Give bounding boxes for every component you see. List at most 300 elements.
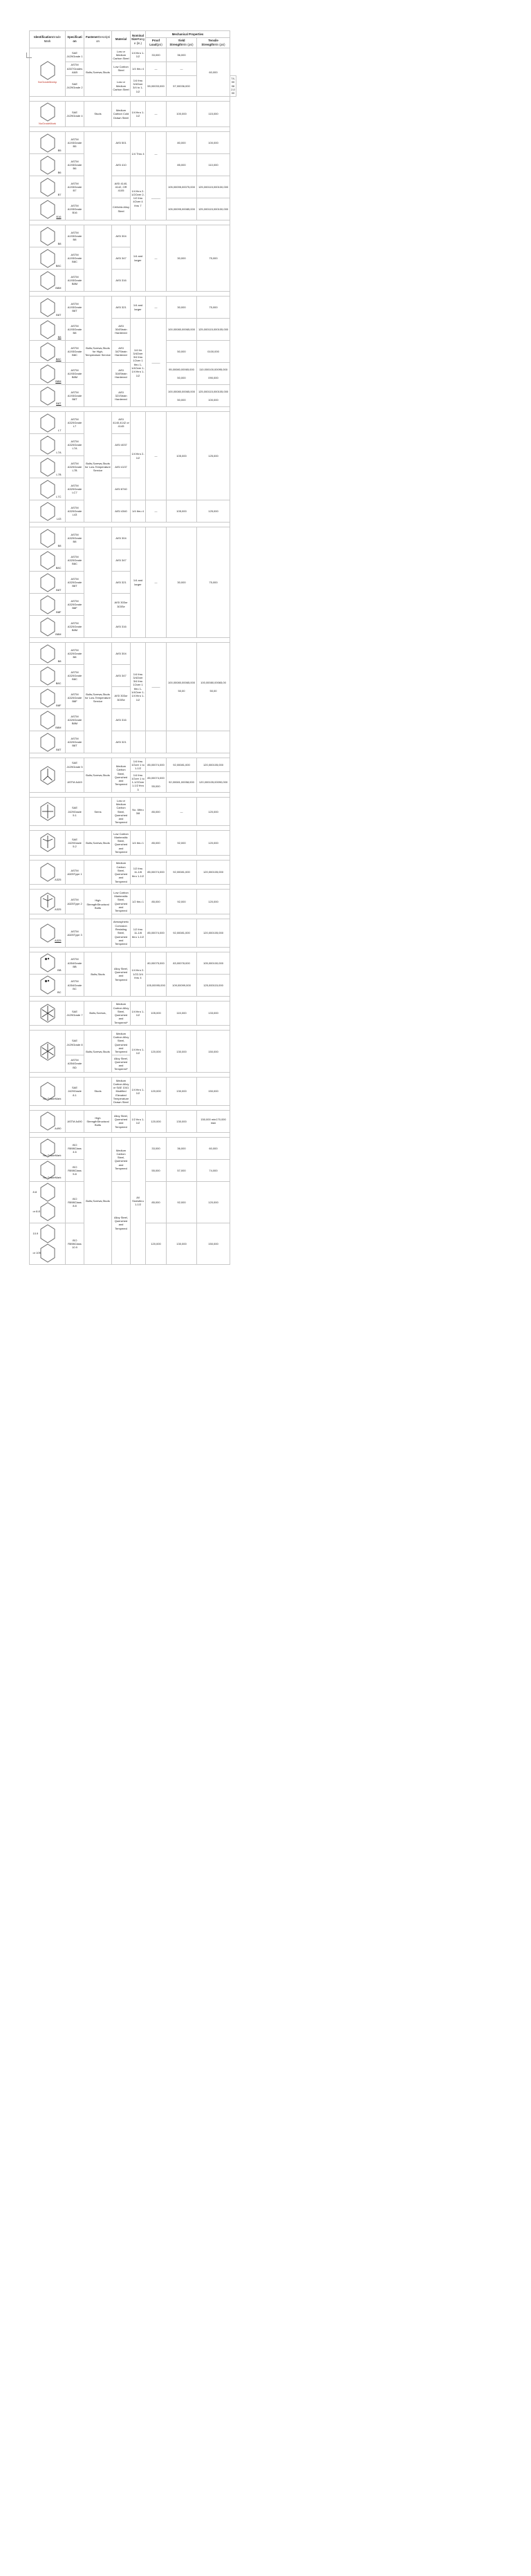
grade-mark bbox=[30, 61, 64, 84]
hex-icon bbox=[40, 435, 62, 455]
hex-icon bbox=[40, 386, 62, 406]
cell-yield-strength: 130,000 bbox=[167, 1031, 197, 1073]
cell-tensile-strength: 75,000 bbox=[197, 297, 230, 319]
cell-tensile-strength: 125,000115,000 bbox=[197, 974, 230, 996]
cell-tensile-strength: 115,000 bbox=[197, 101, 230, 126]
hex-icon bbox=[32, 1183, 55, 1202]
hex-icon bbox=[40, 1160, 62, 1180]
grade-mark bbox=[30, 249, 64, 268]
grade-mark-label: B5 bbox=[57, 148, 62, 152]
cell-material: Medium Carbon Steel, Quenched and Tempered bbox=[112, 860, 131, 885]
col-header-identification-strong: Identification bbox=[34, 35, 53, 39]
cell-specification: ASTM A320Grade B8M bbox=[66, 616, 84, 638]
hex-icon bbox=[40, 364, 62, 384]
cell-tensile-strength: 120,000105,000 bbox=[197, 758, 230, 772]
cell-material: AISI 8740 bbox=[112, 478, 131, 500]
grade-mark-label: A490 bbox=[55, 1127, 62, 1131]
group-separator bbox=[30, 523, 236, 527]
col-header-tensile-tail: Min (psi) bbox=[214, 42, 225, 46]
cell-material: Medium Carbon Alloy Steel, Quenched and Tempered⁴ bbox=[112, 1001, 131, 1026]
cell-yield-strength: 83,00078,000 bbox=[167, 952, 197, 974]
col-header-fastener-description bbox=[84, 31, 112, 48]
cell-fastener-description: Bolts,Screws,Studs bbox=[84, 1137, 112, 1264]
table-row bbox=[30, 952, 236, 974]
cell-specification: ASTM A193Grade B8C bbox=[66, 341, 84, 363]
cell-nominal-size: 1/4 thru 1-1/2 bbox=[131, 1001, 146, 1026]
cell-material: Low Carbon Martensitic Steel, Quenched and Tempered bbox=[112, 831, 131, 856]
cell-yield-strength: 92,000 bbox=[167, 890, 197, 914]
cell-nominal-size: 1/4 Thru 4 bbox=[131, 132, 146, 176]
cell-specification: ASTM A193Grade B8M bbox=[66, 363, 84, 385]
cell-specification: ASTM A193Grade B8T bbox=[66, 297, 84, 319]
cell-proof-load: 120,000 bbox=[146, 1110, 167, 1132]
hex-icon bbox=[40, 529, 62, 548]
cell-nominal-size: All Sizesthru 1-1/2 bbox=[131, 1137, 146, 1264]
cell-material: AISI 303or 303Se bbox=[112, 594, 131, 616]
table-row bbox=[30, 500, 236, 523]
grade-mark-label: L7C bbox=[56, 494, 62, 498]
hex-icon bbox=[40, 1111, 62, 1131]
cell-tensile-strength: 74,000 bbox=[197, 1159, 230, 1181]
cell-yield-strength: 100,00080,00065,000 50,00 bbox=[167, 643, 197, 731]
col-header-material-strong: Material bbox=[115, 37, 127, 41]
grade-mark-label: B8 bbox=[57, 241, 62, 245]
grade-mark bbox=[30, 156, 64, 175]
cell-proof-load: — bbox=[146, 527, 167, 638]
hex-icon bbox=[40, 711, 62, 730]
grade-mark-label: B8M bbox=[55, 632, 62, 636]
cell-identification bbox=[30, 363, 66, 385]
grade-mark-label: 8.8 bbox=[32, 1190, 37, 1194]
cell-specification: ASTM A320Grade L7B bbox=[66, 456, 84, 478]
grade-mark-label: B8C bbox=[55, 263, 62, 267]
hex-icon bbox=[40, 923, 62, 943]
cell-specification: SAE J429Grade 5 bbox=[66, 758, 84, 772]
hex-icon bbox=[40, 178, 62, 197]
group-separator bbox=[30, 407, 236, 412]
cell-yield-strength: 105,000 bbox=[167, 412, 197, 500]
grade-mark bbox=[30, 342, 64, 361]
cell-material: AISI 316Strain Hardened bbox=[112, 363, 131, 385]
table-row bbox=[30, 731, 236, 753]
cell-identification bbox=[30, 478, 66, 500]
table-row bbox=[30, 319, 236, 341]
cell-fastener-description bbox=[84, 132, 112, 220]
cell-material: AISI 4137 bbox=[112, 456, 131, 478]
cell-specification: ASTM A193Grade B16 bbox=[66, 198, 84, 220]
cell-tensile-strength: 150,000 bbox=[197, 1031, 230, 1073]
cell-identification bbox=[30, 1137, 66, 1159]
cell-yield-strength: 130,000 bbox=[167, 1078, 197, 1106]
cell-specification: ASTM A193Grade B5 bbox=[66, 132, 84, 154]
hex-icon bbox=[40, 133, 62, 153]
grade-mark bbox=[30, 551, 64, 570]
cell-identification bbox=[30, 665, 66, 687]
col-header-tensile-strength bbox=[197, 37, 230, 48]
cell-proof-load: — bbox=[146, 101, 167, 126]
cell-tensile-strength: 60,000 bbox=[197, 48, 230, 97]
cell-nominal-size: 1/2 thru 1-1/2 bbox=[131, 1110, 146, 1132]
cell-tensile-strength: 60,000 bbox=[197, 1137, 230, 1159]
cell-nominal-size: 1/4 and larger bbox=[131, 297, 146, 319]
cell-material: AISI 304 bbox=[112, 643, 131, 665]
grade-mark-label: B7 bbox=[57, 192, 62, 196]
cell-yield-strength: 85,000 bbox=[167, 154, 197, 176]
cell-material: Medium Carbon Cold Drawn Steel bbox=[112, 101, 131, 126]
cell-tensile-strength: 150,000 bbox=[197, 1223, 230, 1264]
cell-specification: ASTM A325Type 1 bbox=[66, 860, 84, 885]
cell-proof-load: 85,00074,000 bbox=[146, 860, 167, 885]
cell-material: AISI 410 bbox=[112, 154, 131, 176]
grade-mark bbox=[30, 595, 64, 614]
cell-nominal-size: 1/4 thru 1Over 1 to 1-1/2Over 1-1/2 thru 3 bbox=[131, 772, 146, 793]
cell-proof-load: 55,00033,000 bbox=[146, 75, 167, 96]
table-header bbox=[30, 31, 236, 48]
cell-tensile-strength: 125,000 bbox=[197, 500, 230, 523]
col-header-identification bbox=[30, 31, 66, 48]
hex-icon bbox=[40, 1004, 55, 1023]
group-separator bbox=[30, 1073, 236, 1078]
group-separator bbox=[30, 885, 236, 890]
hex-icon bbox=[40, 1138, 62, 1158]
cell-material: AISI 321 bbox=[112, 572, 131, 594]
grade-mark bbox=[30, 1004, 64, 1023]
hex-icon bbox=[32, 1224, 55, 1243]
cell-yield-strength bbox=[167, 731, 197, 753]
cell-fastener-description bbox=[84, 919, 112, 947]
cell-fastener-description: High StrengthStructural Bolts bbox=[84, 890, 112, 919]
cell-material: AISI 347Strain Hardened bbox=[112, 341, 131, 363]
cell-specification: ASTM A193Grade B8 bbox=[66, 225, 84, 247]
hex-icon bbox=[40, 249, 62, 268]
hex-icon bbox=[40, 892, 62, 912]
cell-material: Medium Carbon Steel, Quenched and Tempered bbox=[112, 758, 131, 793]
cell-yield-strength: 105,00095,00085,000 bbox=[167, 198, 197, 220]
cell-nominal-size: 1/2 thru 11-1/8 thru 1-1/2 bbox=[131, 860, 146, 885]
cell-specification: ASTM A307Grades A&B bbox=[66, 62, 84, 75]
group-separator bbox=[30, 127, 236, 132]
cell-proof-load: — bbox=[146, 132, 167, 176]
cell-proof-load: ———- bbox=[146, 176, 167, 220]
grade-mark-label: B16 bbox=[56, 214, 62, 218]
grade-mark bbox=[30, 386, 64, 406]
cell-nominal-size: 1/4 thru 2-1/2Over 2-1/2 thru 4Over 4 thru 7 bbox=[131, 176, 146, 220]
cell-fastener-description bbox=[84, 225, 112, 292]
cell-proof-load: ——— bbox=[146, 319, 167, 407]
hex-icon bbox=[40, 733, 62, 752]
cell-specification: ASTM A320Grade B8F bbox=[66, 594, 84, 616]
table-row bbox=[30, 1031, 236, 1055]
cell-identification bbox=[30, 1078, 66, 1106]
table-row bbox=[30, 643, 236, 665]
table-row bbox=[30, 1001, 236, 1026]
hex-icon bbox=[40, 200, 62, 219]
cell-tensile-strength: 120,000 bbox=[197, 1181, 230, 1223]
table-row bbox=[30, 225, 236, 247]
cell-tensile-strength: 105,000100,000 bbox=[197, 952, 230, 974]
cell-proof-load: 85,000 bbox=[146, 890, 167, 914]
grade-mark bbox=[30, 320, 64, 339]
table-row bbox=[30, 176, 236, 198]
group-separator bbox=[30, 793, 236, 798]
col-header-proof-strong: Proof bbox=[151, 39, 160, 43]
cell-specification: ASTM A449 bbox=[66, 772, 84, 793]
table-row bbox=[30, 412, 236, 434]
group-separator bbox=[30, 220, 236, 225]
cell-yield-strength: 95,00080,00065,000 50,000 bbox=[167, 363, 197, 385]
group-separator bbox=[30, 96, 236, 101]
grade-mark-label: 10.9 bbox=[32, 1232, 39, 1236]
cell-specification: ASTM A354Grade BB bbox=[66, 952, 84, 974]
cell-identification bbox=[30, 297, 66, 319]
group-separator bbox=[30, 1026, 236, 1031]
cell-yield-strength: — bbox=[167, 62, 197, 75]
cell-yield-strength: 100,000 bbox=[167, 101, 197, 126]
grade-mark bbox=[30, 1111, 64, 1131]
grade-mark-label: B8T bbox=[56, 401, 62, 405]
cell-material: Medium Carbon Alloy Steel, Quenched and Tempered bbox=[112, 1031, 131, 1055]
cell-material: AISI 321 bbox=[112, 731, 131, 753]
cell-proof-load: 85,000 bbox=[146, 1181, 167, 1223]
hex-icon bbox=[40, 573, 62, 592]
document-page bbox=[0, 30, 531, 2576]
col-header-fastener-strong: Fastener bbox=[86, 35, 99, 39]
hex-icon bbox=[40, 156, 62, 175]
cell-identification bbox=[30, 643, 66, 665]
grade-mark-label: B8 bbox=[57, 659, 62, 663]
hex-icon bbox=[40, 227, 62, 246]
cell-yield-strength: 105,00095,00075,000 bbox=[167, 176, 197, 198]
hex-icon bbox=[40, 975, 62, 995]
cell-identification bbox=[30, 758, 66, 793]
col-header-identification-rest: Grade Mark bbox=[44, 35, 61, 43]
grade-mark-label: B8T bbox=[56, 747, 62, 751]
cell-tensile-strength: 120,000105,000 bbox=[197, 919, 230, 947]
grade-mark-label: L7 bbox=[58, 428, 62, 432]
cell-tensile-strength: 0100,000 bbox=[197, 341, 230, 363]
cell-identification bbox=[30, 709, 66, 731]
cell-specification: ASTM A320Grade B8M bbox=[66, 709, 84, 731]
cell-specification: ASTM A320Grade L7A bbox=[66, 434, 84, 456]
cell-nominal-size: 1/4 and larger bbox=[131, 225, 146, 292]
cell-identification bbox=[30, 1159, 66, 1181]
table-row bbox=[30, 860, 236, 885]
col-header-specification bbox=[66, 31, 84, 48]
hex-icon bbox=[40, 320, 62, 339]
hex-icon bbox=[40, 644, 62, 664]
cell-yield-strength: 30,000 bbox=[167, 527, 197, 638]
cell-tensile-strength: 74,00062,000 bbox=[230, 75, 236, 96]
grade-mark bbox=[30, 102, 64, 125]
grade-mark bbox=[30, 298, 64, 317]
cell-material: Low Carbon Steel bbox=[112, 62, 131, 75]
hex-icon bbox=[40, 953, 62, 972]
cell-proof-load: 120,000 bbox=[146, 1031, 167, 1073]
cell-nominal-size: 1/4 thr 3/4Over 3/4 thru 1Over 1 thru 1-1/4Over 1-1/4 thru 1-1/2 bbox=[131, 319, 146, 407]
cell-identification bbox=[30, 500, 66, 523]
cell-material: AISI 321Strain Hardened bbox=[112, 385, 131, 407]
cell-fastener-description: Bolts,Screws,Studs bbox=[84, 831, 112, 856]
cell-specification: SAE J429Grade 8 bbox=[66, 1031, 84, 1055]
cell-specification: SAE J429Grade 8.1 bbox=[66, 1078, 84, 1106]
cell-yield-strength: 30,000 bbox=[167, 297, 197, 319]
cell-yield-strength: 92,00081,000 bbox=[167, 860, 197, 885]
grade-mark-label: B8F bbox=[56, 703, 62, 707]
grade-mark bbox=[30, 1224, 64, 1263]
cell-specification: SAE J429Grade 4 bbox=[66, 101, 84, 126]
hex-icon bbox=[40, 1042, 55, 1061]
cell-identification bbox=[30, 319, 66, 341]
cell-material: AISI 501 bbox=[112, 132, 131, 154]
cell-identification bbox=[30, 687, 66, 709]
cell-specification: SAE J429Grade 5.2 bbox=[66, 831, 84, 856]
cell-material: AISI 304Strain Hardened bbox=[112, 319, 131, 341]
cell-yield-strength: 115,000 bbox=[167, 1001, 197, 1026]
grade-mark bbox=[30, 617, 64, 637]
grade-mark bbox=[30, 1082, 64, 1101]
cell-fastener-description: Bolts,Screws,Studs for Low-Temperature Service bbox=[84, 643, 112, 753]
cell-specification: ASTM A320Grade B8C bbox=[66, 665, 84, 687]
grade-mark bbox=[30, 953, 64, 972]
cell-proof-load: — bbox=[146, 412, 167, 500]
cell-identification bbox=[30, 1223, 66, 1264]
cell-specification: SAE J429Grade 7 bbox=[66, 1001, 84, 1026]
cell-tensile-strength: 120,000105,000 bbox=[197, 860, 230, 885]
grade-mark-label: B8 bbox=[57, 335, 62, 339]
hex-icon bbox=[40, 102, 55, 122]
hex-icon bbox=[32, 1202, 55, 1221]
cell-yield-strength: 105,000 bbox=[167, 500, 197, 523]
cell-proof-load: 80,00075,000 bbox=[146, 952, 167, 974]
cell-specification: ASTM A193Grade B7 bbox=[66, 176, 84, 198]
cell-proof-load: 85,000 bbox=[146, 798, 167, 826]
cell-tensile-strength: 75,000 bbox=[197, 527, 230, 638]
hex-icon bbox=[40, 342, 62, 361]
cell-proof-load: — bbox=[146, 225, 167, 292]
cell-specification: ISO R898Class 8.8 bbox=[66, 1181, 84, 1223]
cell-material: AISI 347 bbox=[112, 549, 131, 572]
cell-material: AISI 303or 303Se bbox=[112, 687, 131, 709]
grade-mark-label: B8M bbox=[55, 285, 62, 290]
col-header-yield-tail: Min (psi) bbox=[182, 42, 194, 46]
cell-material: CrMoVa Alloy Steel bbox=[112, 198, 131, 220]
hex-icon bbox=[40, 502, 62, 521]
cell-tensile-strength: 120,000 bbox=[197, 798, 230, 826]
hex-icon bbox=[40, 413, 62, 433]
cell-nominal-size: No. 6thru 3/8 bbox=[131, 798, 146, 826]
cell-material: AISI 347 bbox=[112, 247, 131, 270]
cell-fastener-description bbox=[84, 860, 112, 885]
cell-specification: ASTM A354Grade BD bbox=[66, 1055, 84, 1073]
cell-material: AISI 4340 bbox=[112, 500, 131, 523]
cell-tensile-strength: 150,000 min170,000 max bbox=[197, 1110, 230, 1132]
grade-mark bbox=[30, 766, 64, 785]
cell-tensile-strength: 133,000 bbox=[197, 1001, 230, 1026]
cell-material: AISI 347 bbox=[112, 665, 131, 687]
cell-fastener-description bbox=[84, 527, 112, 638]
cell-nominal-size: 1/4 thru 3/4Over 3/4 to 1-1/2 bbox=[131, 75, 146, 96]
table-row bbox=[30, 101, 236, 126]
cell-yield-strength: 30,000 bbox=[167, 225, 197, 292]
cell-proof-load: 85,00074,000 bbox=[146, 758, 167, 772]
hex-icon bbox=[32, 1243, 55, 1263]
cell-identification bbox=[30, 412, 66, 434]
cell-specification: ASTM A193Grade B8 bbox=[66, 319, 84, 341]
cell-tensile-strength: 120,000 bbox=[197, 890, 230, 914]
hex-icon bbox=[40, 666, 62, 686]
grade-mark-label-2: or 8.8 bbox=[32, 1210, 40, 1214]
cell-yield-strength: 92,00081,000 bbox=[167, 758, 197, 772]
cell-material: Low or Medium Carbon Steel bbox=[112, 75, 131, 96]
cell-specification: ASTM A320Grade LC7 bbox=[66, 478, 84, 500]
cell-identification bbox=[30, 1110, 66, 1132]
grade-mark-label: B8C bbox=[55, 681, 62, 685]
cell-identification bbox=[30, 385, 66, 407]
cell-identification bbox=[30, 974, 66, 996]
cell-material: AISI 316 bbox=[112, 616, 131, 638]
grade-mark bbox=[30, 923, 64, 943]
cell-specification: ASTM A320Grade B8C bbox=[66, 549, 84, 572]
col-header-yield-rest: Strength bbox=[169, 42, 183, 46]
cell-identification bbox=[30, 831, 66, 856]
hex-icon bbox=[40, 595, 62, 614]
grade-mark-label: BB bbox=[57, 968, 62, 972]
cell-tensile-strength: 125,000 bbox=[197, 412, 230, 500]
cell-nominal-size: 1/2 thru 11-1/8 thru 1-1/2 bbox=[131, 919, 146, 947]
cell-yield-strength: 100,00080,00065,000 bbox=[167, 319, 197, 341]
cell-nominal-size: 1/4 thru 4 bbox=[131, 500, 146, 523]
cell-tensile-strength: 125,000115,000105,000 bbox=[197, 319, 230, 341]
cell-fastener-description: Bolts,Screws, bbox=[84, 1001, 112, 1026]
col-header-nominal-tail: Range (in.) bbox=[134, 37, 145, 45]
cell-material: AISI 316 bbox=[112, 709, 131, 731]
hex-icon bbox=[40, 271, 62, 290]
col-header-yield-strength bbox=[167, 37, 197, 48]
grade-mark-label-2: or 109 bbox=[32, 1251, 41, 1255]
grade-mark bbox=[30, 863, 64, 882]
group-separator bbox=[30, 996, 236, 1001]
cell-fastener-description: Bolts,Screws,Studs for Low-Temperature Service bbox=[84, 412, 112, 523]
page-corner-mark bbox=[26, 53, 32, 58]
grade-mark-label: B8T bbox=[56, 587, 62, 592]
cell-material: Low or Medium Carbon Steel, Quenched and Tempered bbox=[112, 798, 131, 826]
col-header-material bbox=[112, 31, 131, 48]
cell-nominal-size: 1/4 thru 1 bbox=[131, 831, 146, 856]
cell-identification bbox=[30, 549, 66, 572]
cell-fastener-description: Bolts,Screws,Studs for High-Temperature Service bbox=[84, 297, 112, 407]
group-separator bbox=[30, 1105, 236, 1110]
col-header-specification-strong: Specification bbox=[67, 35, 82, 43]
grade-mark-label: B8M bbox=[55, 379, 62, 383]
cell-identification bbox=[30, 798, 66, 826]
grade-mark bbox=[30, 1042, 64, 1061]
cell-proof-load: 105,00095,000 bbox=[146, 974, 167, 996]
hex-icon bbox=[40, 802, 55, 821]
grade-mark bbox=[30, 802, 64, 821]
grade-mark-label: A325 bbox=[55, 938, 62, 942]
cell-nominal-size: 1/4 thru 1-1/2 bbox=[131, 101, 146, 126]
cell-proof-load: 120,000 bbox=[146, 1223, 167, 1264]
table-row bbox=[30, 758, 236, 772]
col-header-nominal-rest: Size bbox=[131, 37, 138, 41]
cell-material: Alloy Steel, Quenched and Tempered bbox=[112, 1110, 131, 1132]
cell-material: AISI 304 bbox=[112, 225, 131, 247]
cell-identification bbox=[30, 48, 66, 97]
cell-specification: SAE J429Grade 1 bbox=[66, 48, 84, 62]
col-header-nominal-size bbox=[131, 31, 146, 48]
cell-identification bbox=[30, 434, 66, 456]
grade-mark bbox=[30, 688, 64, 708]
